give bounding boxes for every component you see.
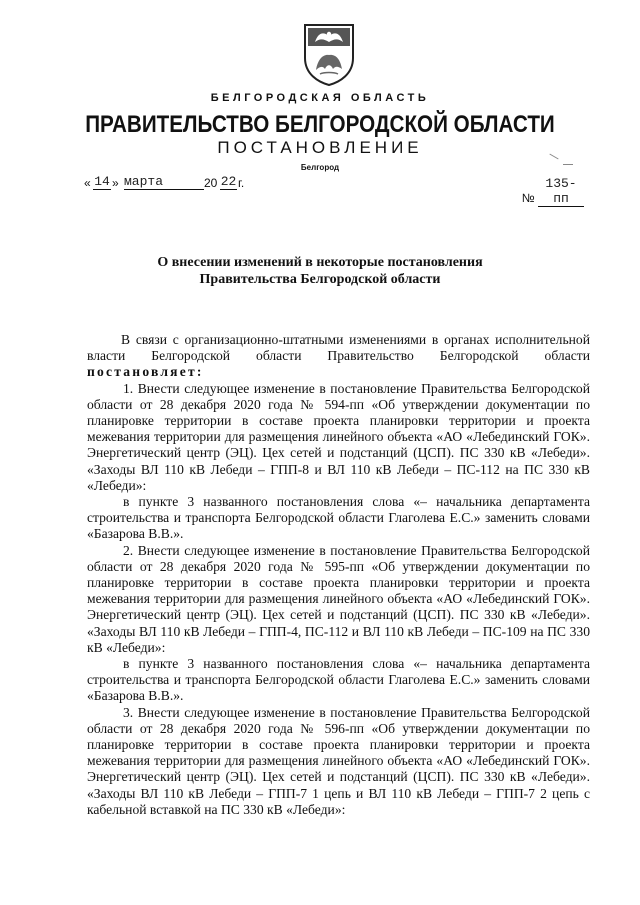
government-title: ПРАВИТЕЛЬСТВО БЕЛГОРОДСКОЙ ОБЛАСТИ	[85, 111, 555, 138]
date-day: 14	[94, 174, 110, 189]
paragraph-2: 2. Внести следующее изменение в постановление Правительства Белгородской области от 28 декабря 2020 года № 595-пп «Об утверждении документации по планировке территории в составе проекта планировки территории и проекта межевания территории для размещения линейного объекта «АО «Лебединский ГОК». Энергетический центр (ЭЦ). Цех сетей и подстанций (ЦСП). ПС 330 кВ «Лебеди». «Заходы ВЛ 110 кВ Лебеди – ГПП-4, ПС-112 и ВЛ 110 кВ Лебеди – ПС-109 на ПС 330 кВ «Лебеди»:	[87, 542, 590, 655]
number-sign: №	[521, 191, 535, 205]
date-open-quote: «	[84, 176, 91, 190]
subject-line-2: Правительства Белгородской области	[199, 272, 441, 287]
paragraph-2-amendment: в пункте 3 названного постановления слова «– начальника департамента строительства и транспорта Белгородской области Глаголева Е.С.» заменить словами «Базарова В.В.».	[87, 656, 590, 704]
decree-word: постановляет:	[87, 364, 204, 380]
paragraph-3: 3. Внести следующее изменение в постановление Правительства Белгородской области от 28 декабря 2020 года № 596-пп «Об утверждении документации по планировке территории в составе проекта планировки территории и проекта межевания территории для размещения линейного объекта «АО «Лебединский ГОК». Энергетический центр (ЭЦ). Цех сетей и подстанций (ЦСП). ПС 330 кВ «Лебеди». «Заходы ВЛ 110 кВ Лебеди – ГПП-7 1 цепь и ВЛ 110 кВ Лебеди – ГПП-7 2 цепь с кабельной вставкой на ПС 330 кВ «Лебеди»:	[87, 704, 590, 817]
coat-of-arms-icon	[302, 22, 356, 86]
date-year-unit: г.	[238, 176, 245, 190]
number-value: 135-пп	[538, 176, 584, 207]
date-number-row	[84, 174, 584, 206]
document-type: ПОСТАНОВЛЕНИЕ	[217, 138, 423, 157]
date-close-quote: »	[112, 176, 119, 190]
document-body	[87, 332, 590, 818]
paragraph-1: 1. Внести следующее изменение в постановление Правительства Белгородской области от 28 декабря 2020 года № 594-пп «Об утверждении документации по планировке территории в составе проекта планировки территории и проекта межевания территории для размещения линейного объекта «АО «Лебединский ГОК». Энергетический центр (ЭЦ). Цех сетей и подстанций (ЦСП). ПС 330 кВ «Лебеди». «Заходы ВЛ 110 кВ Лебеди – ГПП-8 и ВЛ 110 кВ Лебеди – ПС-112 на ПС 330 кВ «Лебеди»:	[87, 380, 590, 493]
document-subject	[0, 254, 640, 288]
date-year-suffix: 22	[220, 174, 237, 189]
date-year-prefix: 20	[204, 176, 218, 190]
intro-text: В связи с организационно-штатными изменениями в органах исполнительной власти Белгородской области Правительство Белгородской области	[87, 332, 590, 364]
region-name: БЕЛГОРОДСКАЯ ОБЛАСТЬ	[210, 92, 430, 104]
city-name: Белгород	[300, 163, 340, 172]
intro-paragraph	[87, 332, 590, 381]
paragraph-1-amendment: в пункте 3 названного постановления слова «– начальника департамента строительства и транспорта Белгородской области Глаголева Е.С.» заменить словами «Базарова В.В.».	[87, 494, 590, 542]
subject-line-1: О внесении изменений в некоторые постановления	[157, 255, 483, 270]
date-month: марта	[124, 174, 204, 190]
decree-number	[522, 176, 584, 207]
